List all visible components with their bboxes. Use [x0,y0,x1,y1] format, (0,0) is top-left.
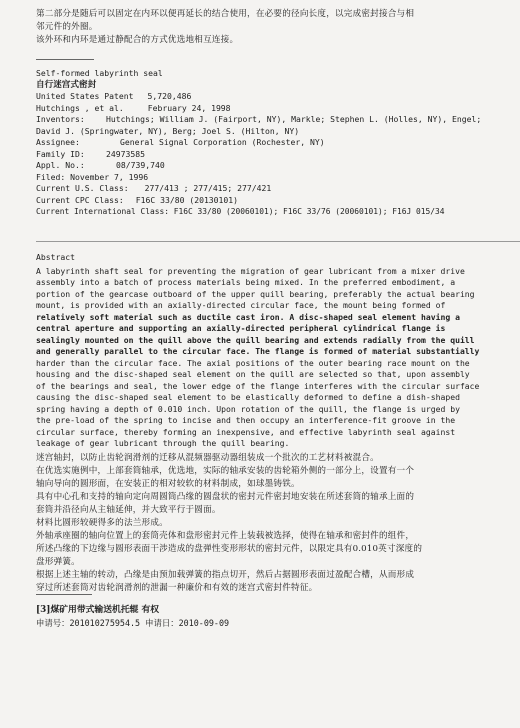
intro-line-2: 邻元件的外圈。 [36,22,98,32]
divider-abstract [36,241,520,242]
abstract-line: relatively soft material such as ductile cast iron. A disc-shaped seal element having a [36,311,460,322]
abstract-line: portion of the gearcase outboard of the upper quill bearing, preferably the actual bearing [36,288,475,299]
footer-title[interactable]: [3]煤矿用带式输送机托辊 有权 [36,605,160,615]
translation-line: 轴向导向的圆形面，在安装正的相对较软的材料制成，如球墨铸铁。 [36,479,300,489]
intro-line-3: 该外环和内环是通过静配合的方式优选地相互连接。 [36,35,239,45]
translation-line: 穿过所述套筒对齿轮润滑剂的泄漏一种廉价和有效的迷宫式密封件特征。 [36,583,318,593]
patent-number-row [36,91,492,103]
divider-top [36,59,94,60]
abstract-line: causing the disc-shaped seal element to be elastically deformed to define a dish-shaped [36,392,460,402]
intl-class-row: Current International Class: F16C 33/80 (20060101); F16C 33/76 (20060101); F16J 015/34 [36,207,445,216]
family-label: Family ID: [36,148,85,159]
us-class-label: Current U.S. Class: [36,183,129,193]
abstract-translation [36,452,492,595]
record-title-zh: 自行迷宫式密封 [36,79,97,90]
appl-label: Appl. No.: [36,160,85,170]
translation-line: 具有中心孔和支持的轴向定向周圆筒凸缘的圆盘状的密封元件密封地安装在所述套筒的轴承上面的 [36,492,415,502]
inventors-value: Hutchings; William J. (Fairport, NY), Markle; Stephen L. (Holles, NY), Engel; [106,114,482,124]
abstract-line: harder than the circular face. The axial positions of the outer bearing race mount on the [36,357,470,368]
abstract-line: assembly into a batch of process materials being mixed. In the preferred embodiment, a [36,277,456,287]
abstract-line: and generally parallel to the circular face. The flange is formed of material substantially [36,346,480,356]
hutchings-text: Hutchings , et al. [36,102,124,113]
translation-line: 材料比圆形较硬得多的法兰形成。 [36,518,168,528]
cpc-row [36,195,492,207]
inventors-continued: David J. (Springwater, NY), Berg; Joel S. (Hilton, NY) [36,125,300,136]
translation-line: 所述凸缘的下边缘与圆形表面干涉造成的盘弹性变形形状的密封元件，以限定具有0.010英寸深度的 [36,544,423,554]
translation-line: 盘形弹簧。 [36,557,80,567]
intro-line-1: 第二部分是随后可以固定在内环以便再延长的结合使用，在必要的径向长度，以完成密封接合与相 [36,9,415,19]
filed-row: Filed: November 7, 1996 [36,171,149,182]
patent-record [36,68,492,218]
abstract-line: leakage of gear lubricant through the quill bearing. [36,438,290,448]
intro-paragraph [36,8,492,47]
abstract-line: spring having a depth of 0.010 inch. Upon rotation of the quill, the flange is urged by [36,403,460,414]
abstract-line: housing and the disc-shaped seal element on the quill are selected so that, upon assembly [36,369,470,379]
abstract-line: sealingly mounted on the quill above the quill bearing and extends radially from the quill [36,334,475,345]
cpc-label: Current CPC Class: [36,194,124,205]
us-class-row [36,183,492,195]
abstract-body [36,266,492,450]
abstract-line: A labyrinth shaft seal for preventing the migration of gear lubricant from a mixer drive [36,265,465,276]
family-value: 24973585 [106,148,145,159]
translation-line: 在优选实施例中，上部套筒轴承，优选地，实际的轴承安装的齿轮箱外侧的一部分上，设置有一个 [36,466,415,476]
abstract-line: the pre-load of the spring to incise and then occupy an interference-fit groove in the [36,415,456,425]
translation-line: 外轴承座圈的轴向位置上的套筒壳体和盘形密封元件上装载被选择，使得在轴承和密封件的组件， [36,531,415,541]
abstract-line: of the bearings and seal, the lower edge of the flange interferes with the circular surface [36,380,480,391]
abstract-line: central aperture and supporting an axially-directed peripheral cylindrical flange is [36,323,446,333]
family-row [36,149,492,161]
inventors-row [36,114,492,126]
abstract-line: circular surface, thereby forming an inexpensive, and effective labyrinth seal against [36,426,456,437]
inventors-label: Inventors: [36,114,85,124]
cpc-value: F16C 33/80 (20130101) [135,194,239,205]
abstract-line: mount, is provided with an axially-directed circular face, the mount being formed of [36,300,446,310]
assignee-value: General Signal Corporation (Rochester, NY) [120,137,325,147]
abstract-section [36,252,492,450]
translation-line: 根据上述主轴的转动，凸缘是由预加载弹簧的指点切开，然后占据圆形表面过盈配合槽，从而形成 [36,570,415,580]
divider-bottom [36,594,92,595]
translation-line: 迷宫轴封，以防止齿轮润滑剂的迁移从混频器驱动器组装成一个批次的工艺材料被混合。 [36,453,379,463]
translation-line: 套筒并沿径向从主轴延伸，并大致平行于圆面。 [36,505,221,515]
us-class-value: 277/413 ; 277/415; 277/421 [144,183,272,193]
record-title-en: Self-formed labyrinth seal [36,68,163,78]
hutchings-row [36,103,492,115]
abstract-heading: Abstract [36,252,75,262]
appl-value: 08/739,740 [116,160,165,170]
assignee-row [36,137,492,149]
appl-row [36,160,492,172]
footer-application: 申请号：201010275954.5 申请日：2010-09-09 [36,618,230,628]
footer-record [36,604,492,630]
patent-date: February 24, 1998 [147,102,231,113]
patent-label: United States Patent [36,91,134,101]
assignee-label: Assignee: [36,137,80,147]
patent-number: 5,720,486 [147,91,192,101]
